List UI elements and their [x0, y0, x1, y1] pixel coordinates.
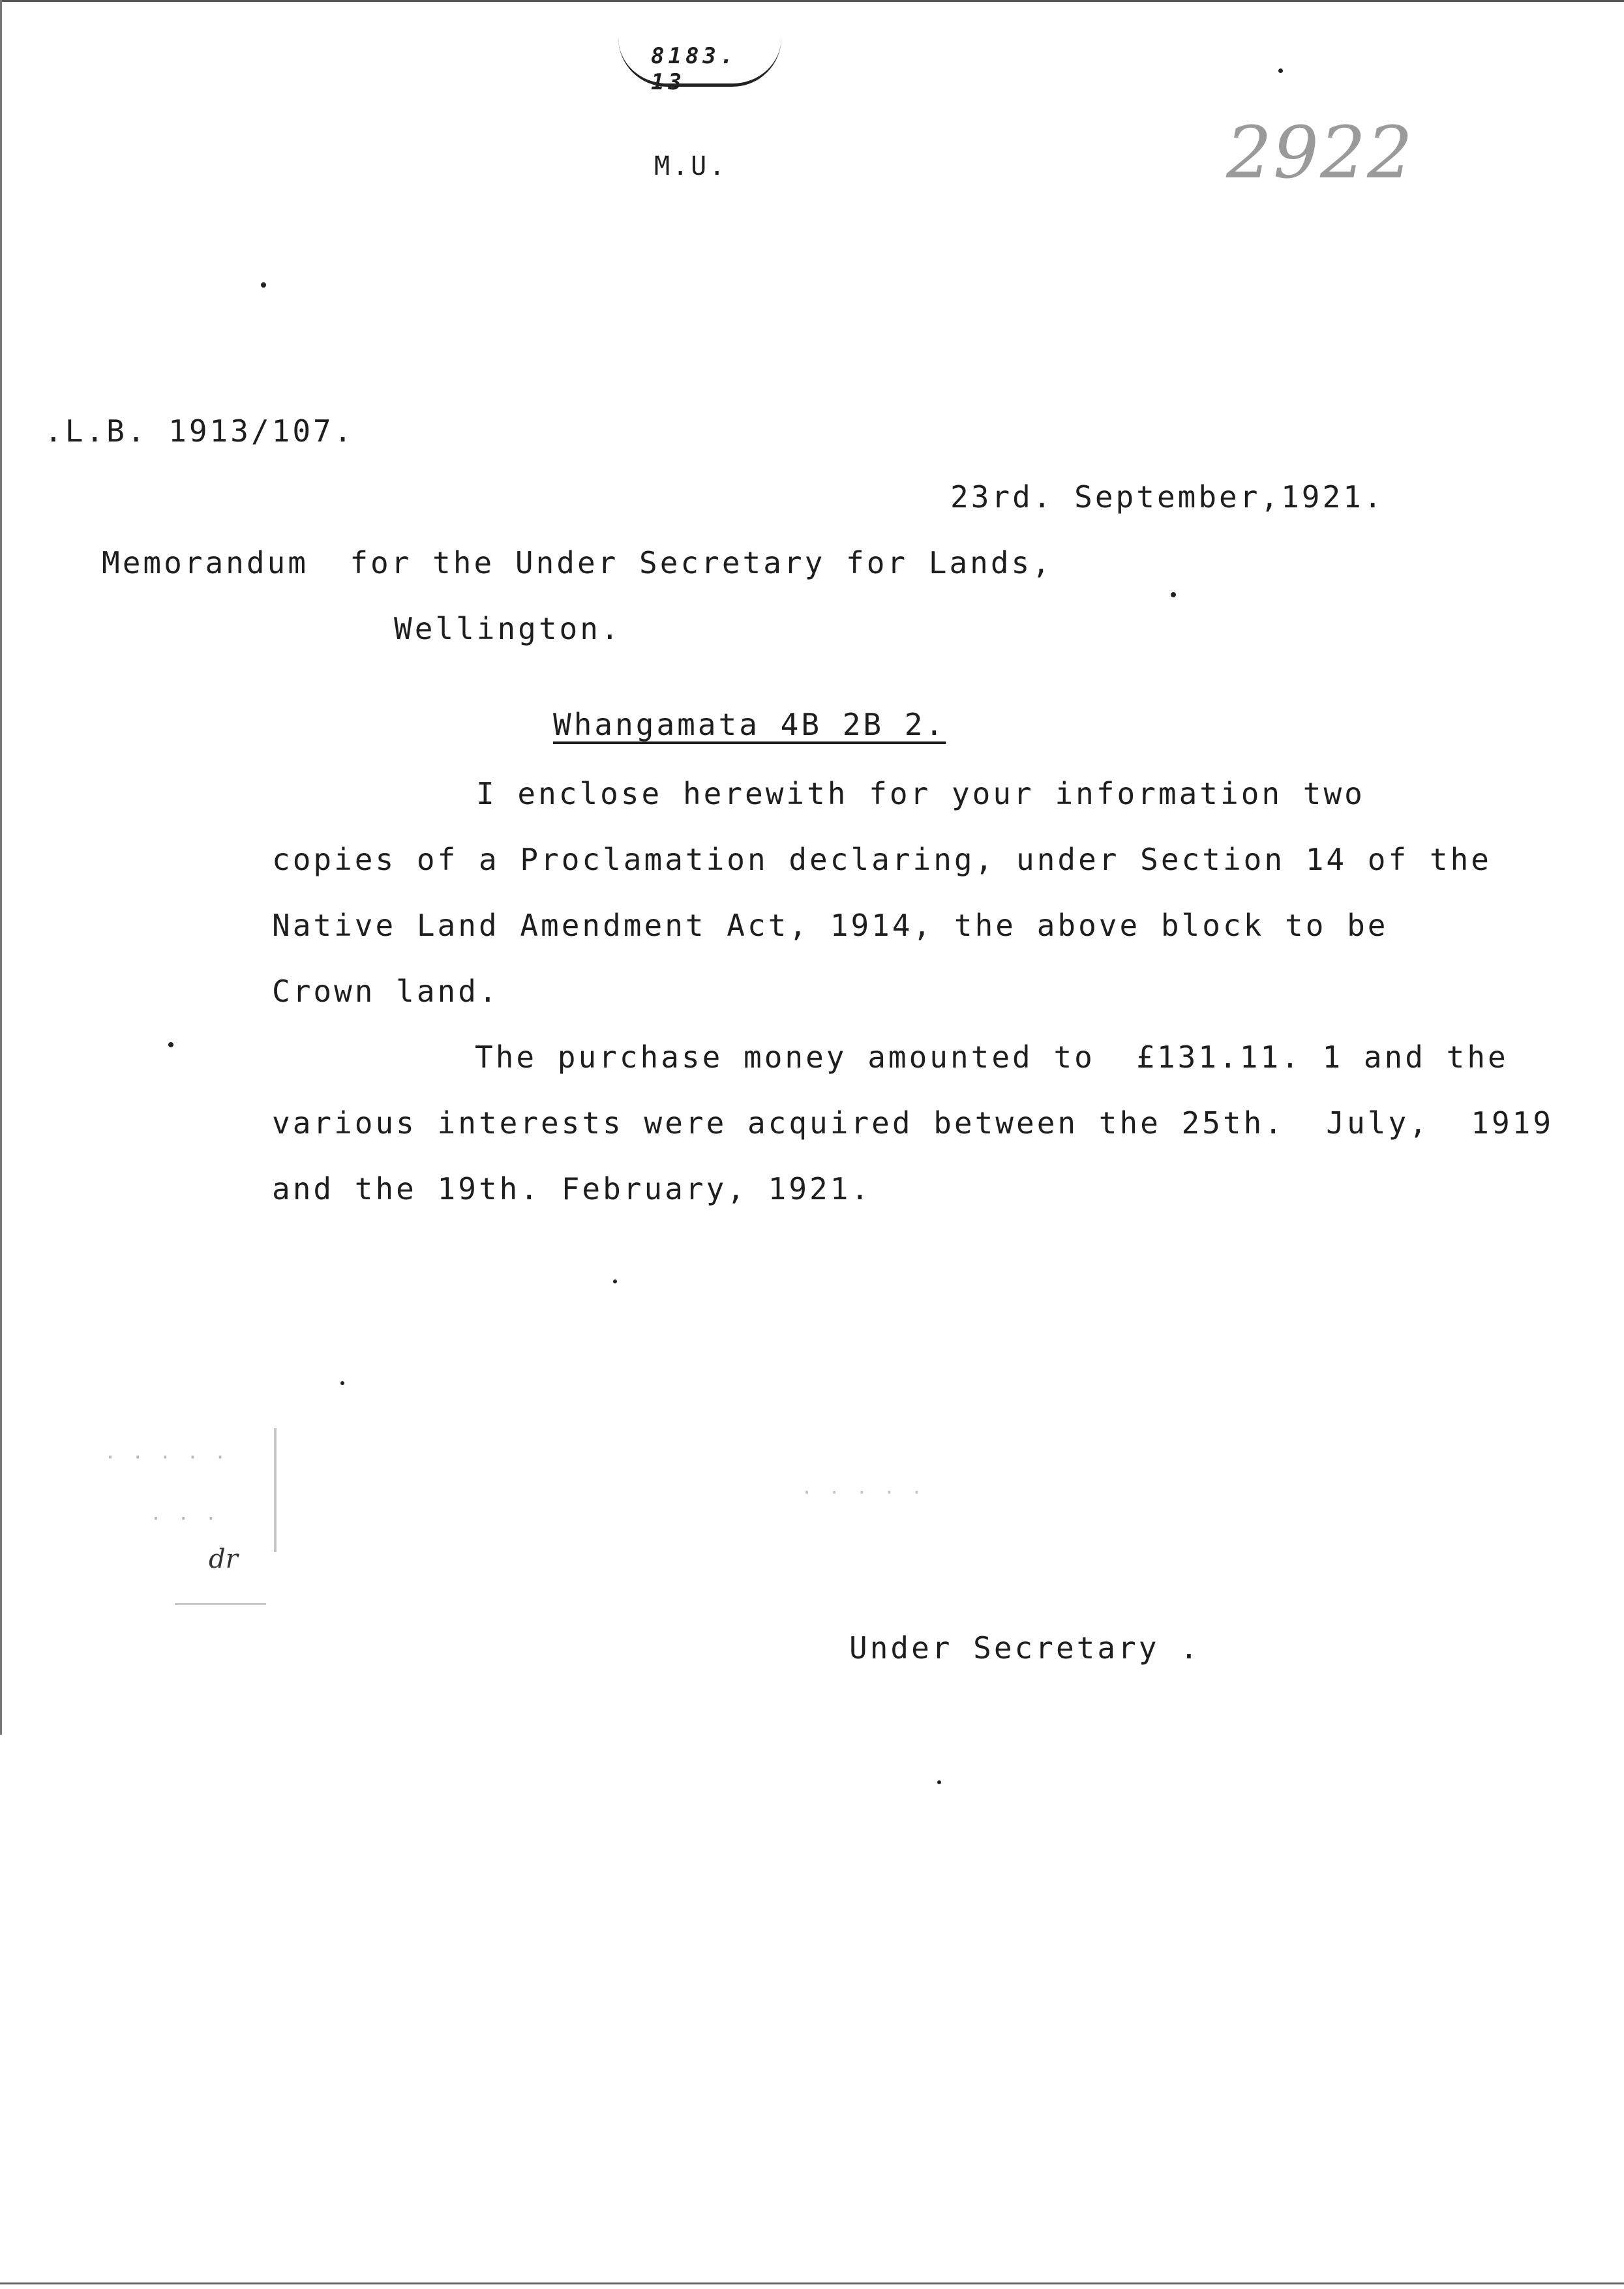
speck	[168, 1042, 173, 1047]
body-line-2: copies of a Proclamation declaring, under Section 14 of the	[272, 842, 1492, 877]
folio-number: 2922	[1226, 111, 1414, 194]
faint-stamp-line-2: · · ·	[150, 1508, 219, 1531]
page-edge-bottom	[0, 2282, 1624, 2284]
page-edge-left	[0, 0, 2, 1735]
body-line-1: I enclose herewith for your information two	[476, 776, 1365, 811]
faint-stamp-underline	[175, 1603, 266, 1605]
file-reference: .L.B. 1913/107.	[44, 413, 355, 449]
faint-stamp-line-1: · · · · ·	[104, 1446, 228, 1469]
subject-heading: Whangamata 4B 2B 2.	[553, 707, 946, 742]
handwritten-initials: dr	[209, 1544, 238, 1574]
faint-center-stamp: · · · · ·	[801, 1482, 925, 1504]
speck	[1171, 592, 1176, 597]
speck	[1278, 68, 1283, 73]
office-mark: M.U.	[654, 151, 728, 181]
speck	[937, 1780, 941, 1784]
addressee-city: Wellington.	[394, 611, 622, 646]
body-line-7: and the 19th. February, 1921.	[272, 1171, 872, 1206]
speck	[613, 1279, 617, 1283]
addressee-line: Memorandum for the Under Secretary for Lands,	[102, 545, 1053, 580]
signature-block: Under Secretary .	[849, 1630, 1201, 1666]
body-line-3: Native Land Amendment Act, 1914, the above block to be	[272, 908, 1389, 943]
registry-stamp	[618, 38, 781, 95]
speck	[261, 282, 266, 288]
body-line-5: The purchase money amounted to £131.11. 1 and the	[475, 1040, 1509, 1075]
faint-stamp-border	[274, 1428, 277, 1552]
speck	[340, 1381, 344, 1385]
memo-date: 23rd. September,1921.	[950, 479, 1385, 515]
body-line-4: Crown land.	[272, 974, 500, 1009]
registry-stamp-text: 8183. 13	[651, 43, 738, 95]
page-edge-top	[0, 0, 1624, 2]
body-line-6: various interests were acquired between the 25th. July, 1919	[272, 1105, 1554, 1141]
